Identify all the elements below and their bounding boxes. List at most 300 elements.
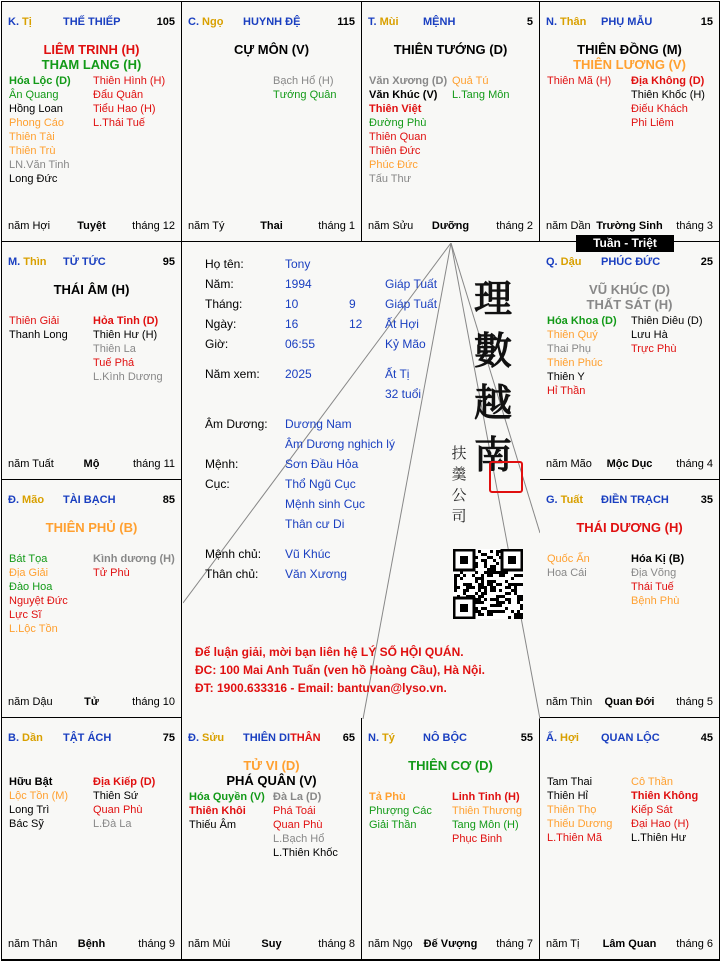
minor-star: L.Tang Môn: [452, 89, 510, 101]
palace-footer: [8, 220, 175, 233]
view-year-label: Năm xem:: [205, 367, 260, 381]
view-can-chi: Ất Tị: [385, 367, 410, 381]
year-can-chi: Giáp Tuất: [385, 277, 438, 291]
main-star: CỰ MÔN (V): [233, 42, 310, 57]
minor-star: Lực Sĩ: [9, 609, 42, 621]
minor-star: Bát Tọa: [9, 553, 48, 565]
life-stage: Thai: [260, 220, 283, 232]
month-label: tháng 7: [496, 938, 533, 950]
palace-footer: [8, 458, 175, 471]
minor-star: Địa Không (D): [631, 75, 705, 87]
minor-star: L.Lộc Tồn: [9, 623, 58, 635]
palace-name: PHÚC ĐỨC: [601, 256, 661, 268]
minor-star: L.Bạch Hổ: [273, 833, 325, 845]
month-label: tháng 3: [676, 220, 713, 232]
minor-star: Thiên La: [93, 343, 136, 355]
palace-branch-code: G.: [546, 494, 558, 506]
minor-star: Phục Binh: [452, 833, 503, 845]
main-star: THÁI DƯƠNG (H): [576, 520, 683, 535]
minor-stars: [189, 74, 357, 102]
minor-stars: [547, 775, 715, 845]
palace-stem: Hợi: [557, 732, 579, 744]
palace-branch-code: K.: [8, 16, 19, 28]
minor-star: Lộc Tồn (M): [9, 790, 69, 802]
palace-header: [546, 494, 713, 508]
minor-star: L.Kình Dương: [93, 371, 163, 383]
palace-name: NÔ BỘC: [423, 732, 467, 744]
palace-ti[interactable]: [2, 2, 182, 242]
year-label: năm Ngọ: [368, 938, 413, 950]
menh-label: Mệnh:: [205, 457, 239, 471]
palace-mao[interactable]: [2, 480, 182, 718]
yin-yang-note: Âm Dương nghịch lý: [285, 437, 395, 451]
year-label: năm Tuất: [8, 458, 54, 470]
minor-star: Long Đức: [9, 173, 58, 185]
palace-branch-code: N.: [546, 16, 557, 28]
minor-stars-left: [189, 74, 273, 102]
palace-dan[interactable]: [2, 718, 182, 960]
day-lunar: 12: [349, 317, 363, 331]
minor-stars-left: [9, 314, 93, 384]
palace-branch-code: Đ.: [188, 732, 199, 744]
minor-star: Thiên Không: [631, 790, 699, 802]
minor-star: Tam Thai: [547, 776, 593, 788]
palace-branch-code: B.: [8, 732, 19, 744]
palace-number: 45: [700, 732, 713, 744]
palace-header: [368, 16, 533, 30]
hour-label: Giờ:: [205, 337, 229, 351]
palace-header: [368, 732, 533, 746]
minor-stars-right: [93, 775, 177, 831]
palace-stem: Mão: [19, 494, 45, 506]
day-can-chi: Ất Hợi: [385, 317, 419, 331]
minor-star: Tang Môn (H): [452, 819, 519, 831]
life-stage: Đế Vượng: [423, 938, 478, 950]
contact-line-1: Để luận giải, mời bạn liên hệ LÝ SỐ HỘI QUÁN.: [195, 645, 464, 659]
menh-value: Sơn Đầu Hỏa: [285, 457, 359, 471]
palace-number: 25: [700, 256, 713, 268]
palace-name: THẾ THIẾP: [63, 16, 121, 28]
main-stars: [362, 758, 539, 773]
than-chu-value: Văn Xương: [285, 567, 347, 581]
cuc-value: Thổ Ngũ Cục: [285, 477, 356, 491]
minor-star: Văn Xương (D): [369, 75, 448, 87]
minor-stars-right: [631, 552, 715, 608]
cuc-label: Cục:: [205, 477, 230, 491]
palace-number: 65: [342, 732, 355, 744]
palace-header: [8, 256, 175, 270]
palace-name: TỬ TỨC: [63, 256, 106, 268]
calligraphy-char: 理: [473, 276, 512, 321]
minor-star: Quan Phù: [93, 804, 143, 816]
minor-star: Thiên Hình (H): [93, 75, 166, 87]
minor-stars-left: [369, 790, 452, 846]
palace-number: 55: [520, 732, 533, 744]
minor-star: L.Thái Tuế: [93, 117, 145, 129]
minor-star: Hỉ Thần: [547, 385, 586, 397]
main-star: THIÊN CƠ (D): [408, 758, 493, 773]
life-stage: Tuyệt: [77, 220, 106, 232]
minor-star: Phúc Đức: [369, 159, 418, 171]
minor-stars-left: [547, 74, 631, 130]
main-star: THẤT SÁT (H): [586, 297, 673, 312]
main-stars: [540, 520, 719, 535]
palace-ty[interactable]: [362, 718, 540, 960]
month-label: tháng 2: [496, 220, 533, 232]
minor-stars-right: [273, 74, 357, 102]
minor-star: Thiên Tài: [9, 131, 55, 143]
minor-star: Bác Sỹ: [9, 818, 44, 830]
minor-stars-right: [93, 74, 177, 186]
palace-stem: Thân: [557, 16, 587, 28]
palace-suu[interactable]: [182, 718, 362, 960]
minor-star: Thiên Y: [547, 371, 585, 383]
minor-stars-right: [452, 790, 535, 846]
year-label: năm Dần: [546, 220, 591, 232]
month-label: tháng 1: [318, 220, 355, 232]
minor-star: Thái Tuế: [631, 581, 674, 593]
palace-footer: [546, 220, 713, 233]
palace-stem: Tý: [379, 732, 395, 744]
life-stage: Lâm Quan: [602, 938, 657, 950]
than-marker: THÂN: [290, 732, 321, 744]
minor-star: Bạch Hổ (H): [273, 75, 334, 87]
minor-star: Thiên Sứ: [93, 790, 139, 802]
minor-star: Tiểu Hao (H): [93, 103, 156, 115]
palace-dau[interactable]: [540, 242, 720, 480]
minor-stars-right: [93, 314, 177, 384]
year-label: năm Mão: [546, 458, 592, 470]
minor-stars-right: [631, 775, 715, 845]
main-star: TỬ VI (D): [243, 758, 300, 773]
palace-number: 75: [162, 732, 175, 744]
minor-stars: [9, 74, 177, 186]
minor-star: Linh Tinh (H): [452, 791, 520, 803]
red-seal: [489, 461, 523, 493]
minor-star: Thiên Đức: [369, 145, 421, 157]
month-label: tháng 9: [138, 938, 175, 950]
palace-number: 15: [700, 16, 713, 28]
menh-chu-label: Mệnh chủ:: [205, 547, 262, 561]
life-stage: Mộc Dục: [606, 458, 653, 470]
palace-name: TẬT ÁCH: [63, 732, 112, 744]
minor-star: Thiên Thương: [452, 805, 523, 817]
life-stage: Dưỡng: [431, 220, 470, 232]
main-star: THIÊN LƯƠNG (V): [573, 57, 686, 72]
hour-can-chi: Kỷ Mão: [385, 337, 426, 351]
minor-star: Bệnh Phù: [631, 595, 680, 607]
minor-star: Kiếp Sát: [631, 804, 673, 816]
calligraphy-side-char: 公: [451, 486, 467, 504]
minor-star: Thai Phụ: [547, 343, 592, 355]
month-label: tháng 5: [676, 696, 713, 708]
main-star: THIÊN PHỦ (B): [45, 520, 138, 535]
minor-star: Hoa Cái: [547, 567, 587, 579]
minor-star: Đường Phù: [369, 117, 427, 129]
month-label: Tháng:: [205, 297, 243, 311]
minor-star: Thiên Hỉ: [547, 790, 588, 802]
palace-branch-code: T.: [368, 16, 377, 28]
minor-stars-left: [9, 552, 93, 636]
minor-star: Kình dương (H): [93, 553, 175, 565]
name-label: Họ tên:: [205, 257, 244, 271]
minor-star: L.Thiên Mã: [547, 832, 603, 844]
palace-branch-code: M.: [8, 256, 21, 268]
minor-star: Thiên Quý: [547, 329, 598, 341]
main-star: LIÊM TRINH (H): [43, 42, 140, 57]
month-value: 10: [285, 297, 299, 311]
main-stars: [2, 282, 181, 297]
name-value: Tony: [285, 257, 311, 271]
minor-star: Giải Thần: [369, 819, 417, 831]
minor-star: Văn Khúc (V): [369, 89, 438, 101]
minor-star: Điếu Khách: [631, 103, 688, 115]
minor-star: Ân Quang: [9, 89, 59, 101]
palace-header: [8, 732, 175, 746]
minor-star: Quốc Ấn: [547, 553, 590, 565]
minor-star: Thanh Long: [9, 329, 68, 341]
minor-stars-left: [9, 775, 93, 831]
palace-name: ĐIỀN TRẠCH: [601, 494, 669, 506]
palace-ngo[interactable]: [182, 2, 362, 242]
palace-stem: Dần: [19, 732, 43, 744]
than-chu-label: Thân chủ:: [205, 567, 259, 581]
palace-name: TÀI BẠCH: [63, 494, 116, 506]
year-label: năm Sửu: [368, 220, 414, 232]
calligraphy-side-char: 司: [451, 507, 467, 525]
year-label: Năm:: [205, 277, 234, 291]
minor-star: Phá Toái: [273, 805, 316, 817]
palace-thin[interactable]: [2, 242, 182, 480]
minor-star: Tấu Thư: [369, 173, 412, 185]
minor-star: Hóa Lộc (D): [9, 75, 71, 87]
minor-stars-left: [547, 314, 631, 398]
minor-star: Đẩu Quân: [93, 89, 144, 101]
contact-line-3: ĐT: 1900.633316 - Email: bantuvan@lyso.vn.: [195, 681, 447, 695]
minor-star: Thiên Trù: [9, 145, 56, 157]
year-label: năm Hợi: [8, 220, 51, 232]
palace-number: 95: [162, 256, 175, 268]
minor-star: Lưu Hà: [631, 329, 668, 341]
palace-name: PHỤ MẪU: [601, 16, 653, 28]
hour-value: 06:55: [285, 337, 316, 351]
palace-stem: Tuất: [557, 494, 584, 506]
minor-star: Thiên Khốc (H): [631, 89, 705, 101]
minor-star: Thiên Diêu (D): [631, 315, 703, 327]
minor-stars-left: [547, 775, 631, 845]
palace-footer: [368, 938, 533, 951]
palace-header: [546, 256, 713, 270]
month-label: tháng 6: [676, 938, 713, 950]
minor-star: Hồng Loan: [9, 103, 63, 115]
month-label: tháng 11: [132, 458, 175, 470]
life-stage: Bệnh: [77, 938, 106, 950]
palace-header: [8, 16, 175, 30]
life-stage: Suy: [261, 938, 282, 950]
year-label: năm Tý: [188, 220, 225, 232]
palace-branch-code: Q.: [546, 256, 558, 268]
minor-star: Tử Phù: [93, 567, 130, 579]
palace-stem: Dậu: [557, 256, 582, 268]
minor-stars-left: [369, 74, 452, 186]
minor-stars: [9, 775, 177, 831]
minor-stars: [547, 314, 715, 398]
palace-header: [188, 732, 355, 746]
year-label: năm Thân: [8, 938, 58, 950]
yin-yang-value: Dương Nam: [285, 417, 352, 431]
minor-star: Cô Thần: [631, 776, 673, 788]
month-can-chi: Giáp Tuất: [385, 297, 438, 311]
day-value: 16: [285, 317, 299, 331]
minor-star: Thiên Thọ: [547, 804, 597, 816]
minor-star: Tướng Quân: [273, 89, 337, 101]
calligraphy-side: [449, 443, 469, 527]
minor-star: Thiên Việt: [369, 103, 422, 115]
minor-star: Quan Phù: [273, 819, 323, 831]
main-star: THIÊN TƯỚNG (D): [393, 42, 508, 57]
view-year-value: 2025: [285, 367, 312, 381]
minor-stars: [189, 790, 357, 860]
contact-line-2: ĐC: 100 Mai Anh Tuấn (ven hồ Hoàng Cầu), Hà Nội.: [195, 663, 486, 677]
palace-name: MỆNH: [423, 16, 456, 28]
cuc-note: Mệnh sinh Cục: [285, 497, 366, 511]
main-stars: [362, 42, 539, 57]
minor-star: Thiên Quan: [369, 131, 427, 143]
minor-stars: [547, 74, 715, 130]
minor-stars-left: [547, 552, 631, 608]
minor-star: Đào Hoa: [9, 581, 53, 593]
minor-star: LN.Văn Tinh: [9, 159, 70, 171]
minor-stars-right: [631, 314, 715, 398]
month-label: tháng 10: [132, 696, 175, 708]
palace-mui[interactable]: [362, 2, 540, 242]
palace-branch-code: Đ.: [8, 494, 19, 506]
palace-name: QUAN LỘC: [601, 732, 660, 744]
palace-footer: [546, 458, 713, 471]
year-value: 1994: [285, 277, 312, 291]
year-label: năm Tị: [546, 938, 580, 950]
menh-chu-value: Vũ Khúc: [285, 547, 331, 561]
minor-stars-right: [452, 74, 535, 186]
minor-star: Hóa Quyền (V): [189, 791, 265, 803]
palace-than[interactable]: [540, 2, 720, 242]
palace-number: 115: [337, 16, 355, 28]
palace-stem: Mùi: [376, 16, 399, 28]
minor-star: Đà La (D): [273, 791, 322, 803]
minor-star: Thiên Hư (H): [93, 329, 158, 341]
qr-code[interactable]: [453, 549, 523, 619]
year-label: năm Thìn: [546, 696, 593, 708]
life-stage: Mộ: [83, 458, 100, 470]
minor-stars-left: [189, 790, 273, 860]
minor-star: Thiên Khôi: [189, 805, 246, 817]
minor-star: L.Đà La: [93, 818, 132, 830]
palace-stem: Sửu: [199, 732, 225, 744]
minor-star: Thiên Phúc: [547, 357, 603, 369]
minor-star: Quả Tú: [452, 75, 489, 87]
main-stars: [540, 42, 719, 72]
main-star: THAM LANG (H): [41, 57, 142, 72]
calligraphy-char: 越: [473, 380, 512, 425]
main-stars: [2, 520, 181, 535]
palace-tuat[interactable]: [540, 480, 720, 718]
minor-star: Phượng Các: [369, 805, 432, 817]
palace-number: 5: [526, 16, 533, 28]
palace-footer: [8, 938, 175, 951]
life-stage: Quan Đới: [604, 696, 655, 708]
minor-star: Hữu Bật: [9, 776, 53, 788]
center-info-panel: [183, 243, 540, 719]
minor-stars: [9, 314, 177, 384]
calligraphy-side-char: 羹: [451, 465, 467, 483]
month-label: tháng 12: [132, 220, 175, 232]
minor-stars: [9, 552, 177, 636]
main-stars: [2, 42, 181, 72]
minor-stars: [369, 790, 535, 846]
palace-header: [546, 732, 713, 746]
month-label: tháng 8: [318, 938, 355, 950]
age-value: 32 tuổi: [385, 387, 422, 401]
palace-hoi[interactable]: [540, 718, 720, 960]
palace-name: HUYNH ĐỆ: [243, 16, 301, 28]
minor-star: Phong Cáo: [9, 117, 65, 129]
main-stars: [182, 42, 361, 57]
minor-stars-right: [273, 790, 357, 860]
palace-header: [546, 16, 713, 30]
year-label: năm Dậu: [8, 696, 53, 708]
minor-star: Tả Phù: [369, 791, 406, 803]
minor-star: Hóa Kị (B): [631, 553, 685, 565]
yin-yang-label: Âm Dương:: [205, 417, 268, 431]
minor-star: Tuế Phá: [93, 357, 135, 369]
minor-star: Địa Giải: [9, 567, 49, 579]
minor-star: Hóa Khoa (D): [547, 315, 617, 327]
month-label: tháng 4: [676, 458, 713, 470]
month-lunar: 9: [349, 297, 356, 311]
minor-stars: [547, 552, 715, 608]
calligraphy-logo: [471, 273, 515, 481]
palace-branch-code: C.: [188, 16, 199, 28]
palace-footer: [8, 696, 175, 709]
main-star: VŨ KHÚC (D): [589, 282, 670, 297]
palace-number: 85: [162, 494, 175, 506]
year-label: năm Mùi: [188, 938, 231, 950]
palace-footer: [546, 938, 713, 951]
main-stars: [540, 282, 719, 312]
minor-star: L.Thiên Hư: [631, 832, 687, 844]
minor-stars: [369, 74, 535, 186]
palace-stem: Thìn: [20, 256, 47, 268]
than-note: Thân cư Di: [285, 517, 345, 531]
minor-star: Địa Võng: [631, 567, 677, 579]
palace-footer: [188, 938, 355, 951]
main-star: THÁI ÂM (H): [53, 282, 130, 297]
minor-star: Thiên Giải: [9, 315, 60, 327]
palace-stem: Ngọ: [199, 16, 224, 28]
palace-header: [188, 16, 355, 30]
main-stars: [182, 758, 361, 788]
palace-number: 105: [156, 16, 175, 28]
tu-vi-chart: [1, 1, 720, 961]
life-stage: Tử: [84, 696, 99, 708]
calligraphy-char: 數: [473, 328, 512, 373]
minor-star: Hỏa Tinh (D): [93, 315, 159, 327]
main-star: PHÁ QUÂN (V): [226, 773, 317, 788]
minor-star: Phi Liêm: [631, 117, 674, 129]
minor-stars-left: [9, 74, 93, 186]
minor-star: Đại Hao (H): [631, 818, 690, 830]
tuan-triet-badge: Tuần - Triệt: [576, 235, 674, 252]
